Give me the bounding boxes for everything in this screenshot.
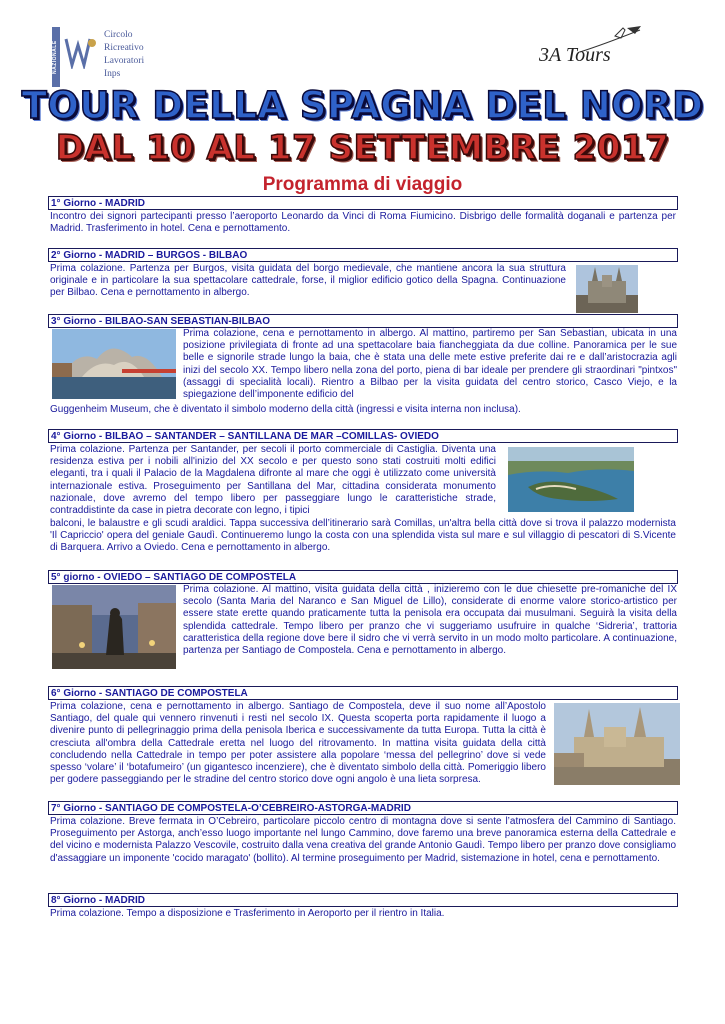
logo-line: Circolo bbox=[104, 30, 133, 40]
circolo-emblem-icon bbox=[64, 35, 98, 69]
day-1-text: Incontro dei signori partecipanti presso l’aeroporto Leonardo da Vinci di Roma Fiumicino. Disbrigo delle formalità doganali e partenza per Madrid. Trasferimento in hotel. Cena e pernottamento. bbox=[50, 211, 676, 235]
day-7-text: Prima colazione. Breve fermata in O’Cebreiro, particolare piccolo centro di montagna dove si sente l’atmosfera del Cammino di Santiago. Proseguimento per Astorga, anch’esso luogo importante nel lungo Cammino, dove faremo una breve panoramica esterna della Cattedrale e del vicino e modernista Palazzo Vescovile, costruito dalla vena creativa del grande Antonio Gaudì. Tempo libero per pranzo dove consigliamo d'assaggiare un imponente 'cocido maragato' (bollito). Al termine proseguimento per Madrid, sistemazione in hotel, cena e pernottamento. bbox=[50, 816, 676, 864]
logo-line: Ricreativo bbox=[104, 43, 144, 53]
3a-tours-logo bbox=[535, 24, 645, 74]
day-4-header: 4° Giorno - BILBAO – SANTANDER – SANTILLANA DE MAR –COMILLAS- OVIEDO bbox=[48, 429, 678, 443]
day-6-header: 6° Giorno - SANTIAGO DE COMPOSTELA bbox=[48, 686, 678, 700]
day-4-text-tail: balconi, le balaustre e gli scudi araldici. Tappa successiva dell’itinerario sarà Comillas, un'altra bella città dove si trova il palazzo modernista 'Il Capriccio' opera del geniale Gaudì. Continueremo lungo la costa con una splendida vista sul mare e sul villaggio di pescatori di S.Vicente di Barquera. Arrivo a Oviedo. Cena e pernottamento in albergo. bbox=[50, 518, 676, 554]
date-title: DAL 10 AL 17 SETTEMBRE 2017 bbox=[55, 128, 670, 168]
logo-vertical-text: NAZIONALE bbox=[52, 40, 58, 74]
main-title: TOUR DELLA SPAGNA DEL NORD bbox=[21, 84, 704, 127]
day-5-text: Prima colazione. Al mattino, visita guidata della città , inizieremo con le due chiesette pre-romaniche del IX secolo (Santa Maria del Naranco e San Miguel de Lillo), considerate di enorme valore storico-artistico per essere state erette quando praticamente tutta la penisola era occupata dai musulmani. Seguirà la visita della splendida cattedrale. Tempo libero per pranzo che vi suggeriamo usufruire in qualche ‘Sidreria’, trattoria caratteristica della regione dove bere il sidro che vi verrà servito in un modo molto particolare. A continuazione, partenza per Santiago de Compostela. Cena e pernottamento in albergo. bbox=[183, 584, 677, 657]
logo-line: Lavoratori bbox=[104, 56, 145, 66]
subtitle: Programma di viaggio bbox=[262, 174, 463, 195]
day-3-text-tail: Guggenheim Museum, che è diventato il simbolo moderno della città (ingressi e visita interna non inclusa). bbox=[50, 404, 521, 415]
logo-line: Inps bbox=[104, 69, 121, 79]
day-6-text: Prima colazione, cena e pernottamento in albergo. Santiago de Compostela, deve il suo nome all’Apostolo Santiago, del quale qui vennero rinvenuti i resti nel secolo IX. Questa scoperta porta rapidamente il luogo a divenire punto di pellegrinaggio prima della penisola Iberica e successivamente da tutta Europa. Tutta la città è cresciuta all'ombra della Cattedrale eretta nel luogo del ritrovamento. In mattina visita guidata della città concludendo nella Cattedrale in tempo per poter assistere alla popolare ‘messa del pellegrino’ dove si vede spesso ‘volare’ il ‘botafumeiro’ (un gigantesco incenziere), che è diventato simbolo della città. Pomeriggio libero per godere passeggiando per le stradine del centro storico dove ogni angolo è una lieta sorpresa. bbox=[50, 701, 546, 786]
tours-text: 3A Tours bbox=[539, 44, 611, 66]
day-7-header: 7° Giorno - SANTIAGO DE COMPOSTELA-O’CEBREIRO-ASTORGA-MADRID bbox=[48, 801, 678, 815]
guggenheim-bilbao-photo bbox=[52, 329, 176, 399]
day-8-header: 8° Giorno - MADRID bbox=[48, 893, 678, 907]
santiago-cathedral-photo bbox=[554, 703, 680, 785]
burgos-cathedral-photo bbox=[576, 265, 638, 313]
day-8-text: Prima colazione. Tempo a disposizione e Trasferimento in Aeroporto per il rientro in Italia. bbox=[50, 908, 445, 919]
circolo-logo bbox=[52, 27, 162, 87]
day-2-header: 2° Giorno - MADRID – BURGOS - BILBAO bbox=[48, 248, 678, 262]
day-3-header: 3° Giorno - BILBAO-SAN SEBASTIAN-BILBAO bbox=[48, 314, 678, 328]
day-5-header: 5° giorno - OVIEDO – SANTIAGO DE COMPOSTELA bbox=[48, 570, 678, 584]
day-4-text: Prima colazione. Partenza per Santander, per secoli il porto commerciale di Castiglia. Diventa una residenza estiva per i nobili all'inizio del XX secolo e per questo sono stati costruiti molti edifici eleganti, tra i quali il Palacio de la Magdalena difronte al mare che oggi è utilizzato come università internazionale estiva. Proseguimento per Santillana del Mar, cittadina considerata monumento nazionale, dove avremo del tempo libero per passeggiare lungo le caratteristiche strade, contraddistinte da case in pietra decorate con legno, i tipici bbox=[50, 444, 496, 517]
santander-coast-photo bbox=[508, 447, 634, 512]
day-3-text: Prima colazione, cena e pernottamento in albergo. Al mattino, partiremo per San Sebastian, ubicata in una posizione privilegiata di fronte ad una spettacolare baia fiancheggiata da due colline. Panoramica per le sue belle e signorile strade lungo la baia, che è stata una delle mete estive preferite dai re e dall’aristocrazia agli inizi del secolo XX. Tempo libero nella zona del porto, piena di bar ideale per prendere gli straordinari "pintxos" (assaggi di specialità locali). Rientro a Bilbao per la visita guidata del centro storico, Casco Viejo, e la spiegazione dell’imponente edificio del bbox=[183, 328, 677, 401]
oviedo-statue-photo bbox=[52, 585, 176, 669]
logo-text-lines bbox=[104, 29, 144, 81]
day-1-header: 1° Giorno - MADRID bbox=[48, 196, 678, 210]
day-2-text: Prima colazione. Partenza per Burgos, visita guidata del borgo medievale, che mantiene ancora la sua struttura originale e in particolare la sua spettacolare cattedrale, forse, il miglior edificio gotico della Spagna. Continuazione per Bilbao. Cena e pernottamento in albergo. bbox=[50, 263, 566, 299]
